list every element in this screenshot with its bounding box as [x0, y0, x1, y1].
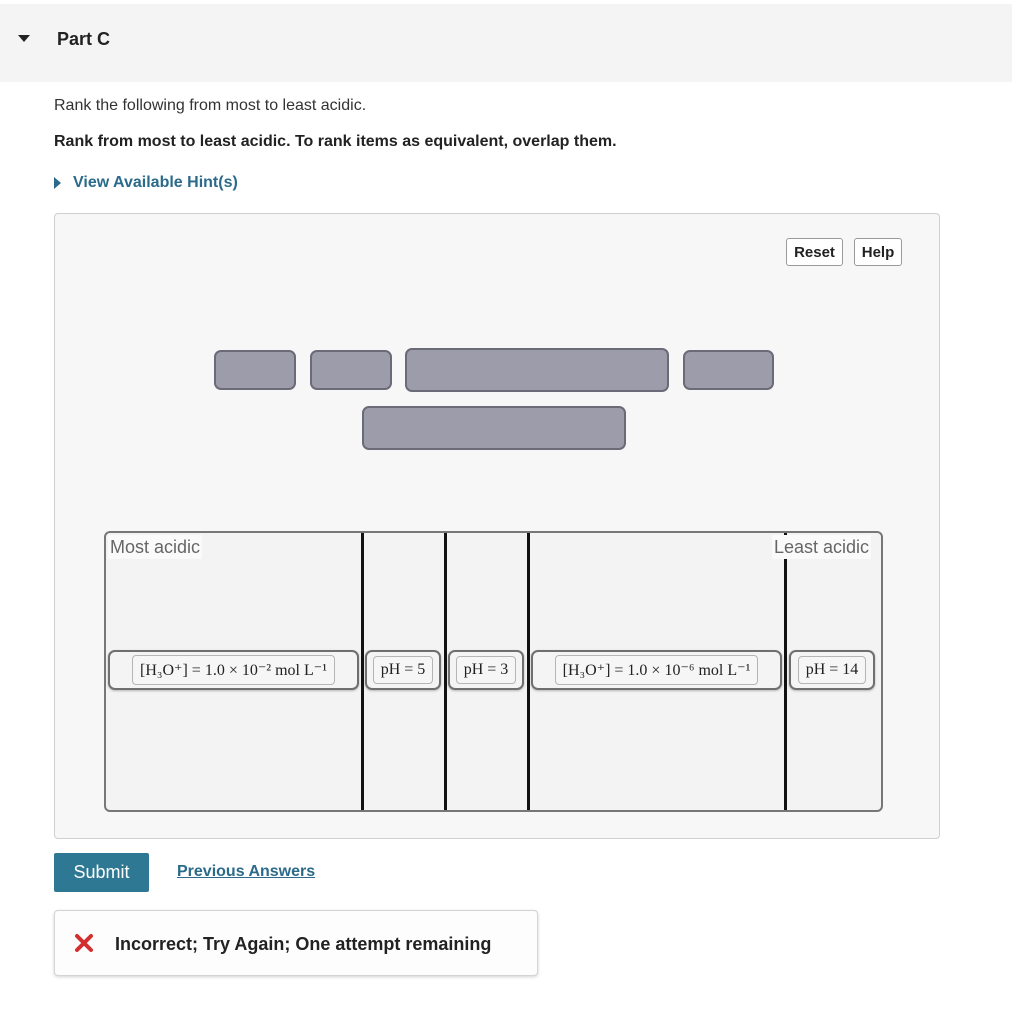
view-hints-link[interactable]	[54, 174, 238, 192]
most-acidic-label: Most acidic	[110, 537, 201, 557]
part-header[interactable]	[0, 4, 1012, 82]
empty-slot	[310, 350, 392, 390]
ranking-divider	[527, 533, 530, 810]
empty-slot	[683, 350, 774, 390]
reset-button[interactable]: Reset	[786, 238, 843, 266]
empty-slot	[405, 348, 669, 392]
ranking-divider	[444, 533, 447, 810]
question-instruction: Rank the following from most to least acidic.	[54, 97, 367, 114]
empty-slot	[214, 350, 296, 390]
help-button[interactable]: Help	[854, 238, 902, 266]
incorrect-x-icon	[74, 933, 94, 953]
ranking-divider	[784, 533, 787, 810]
rank-item-label: pH = 14	[798, 656, 867, 684]
rank-item-label: [H₃O⁺] = 1.0 × 10⁻⁶ mol L⁻¹	[555, 655, 759, 685]
least-acidic-label: Least acidic	[774, 537, 870, 557]
rank-item[interactable]	[448, 650, 524, 690]
rank-item[interactable]	[108, 650, 359, 690]
caret-down-icon[interactable]	[18, 35, 30, 42]
rank-item[interactable]	[531, 650, 782, 690]
view-hints-label: View Available Hint(s)	[73, 174, 238, 191]
rank-item[interactable]	[365, 650, 441, 690]
rank-item[interactable]	[789, 650, 875, 690]
ranking-divider	[361, 533, 364, 810]
ranking-instruction: Rank from most to least acidic. To rank items as equivalent, overlap them.	[54, 133, 617, 150]
previous-answers-link[interactable]: Previous Answers	[177, 863, 316, 880]
rank-item-label: pH = 3	[456, 656, 517, 684]
caret-right-icon	[54, 177, 61, 189]
rank-item-label: [H₃O⁺] = 1.0 × 10⁻² mol L⁻¹	[132, 655, 335, 685]
submit-button[interactable]: Submit	[54, 853, 149, 892]
part-title: Part C	[57, 29, 111, 49]
empty-slot	[362, 406, 626, 450]
rank-item-label: pH = 5	[373, 656, 434, 684]
feedback-box	[54, 910, 538, 976]
feedback-message: Incorrect; Try Again; One attempt remaining	[115, 934, 492, 954]
